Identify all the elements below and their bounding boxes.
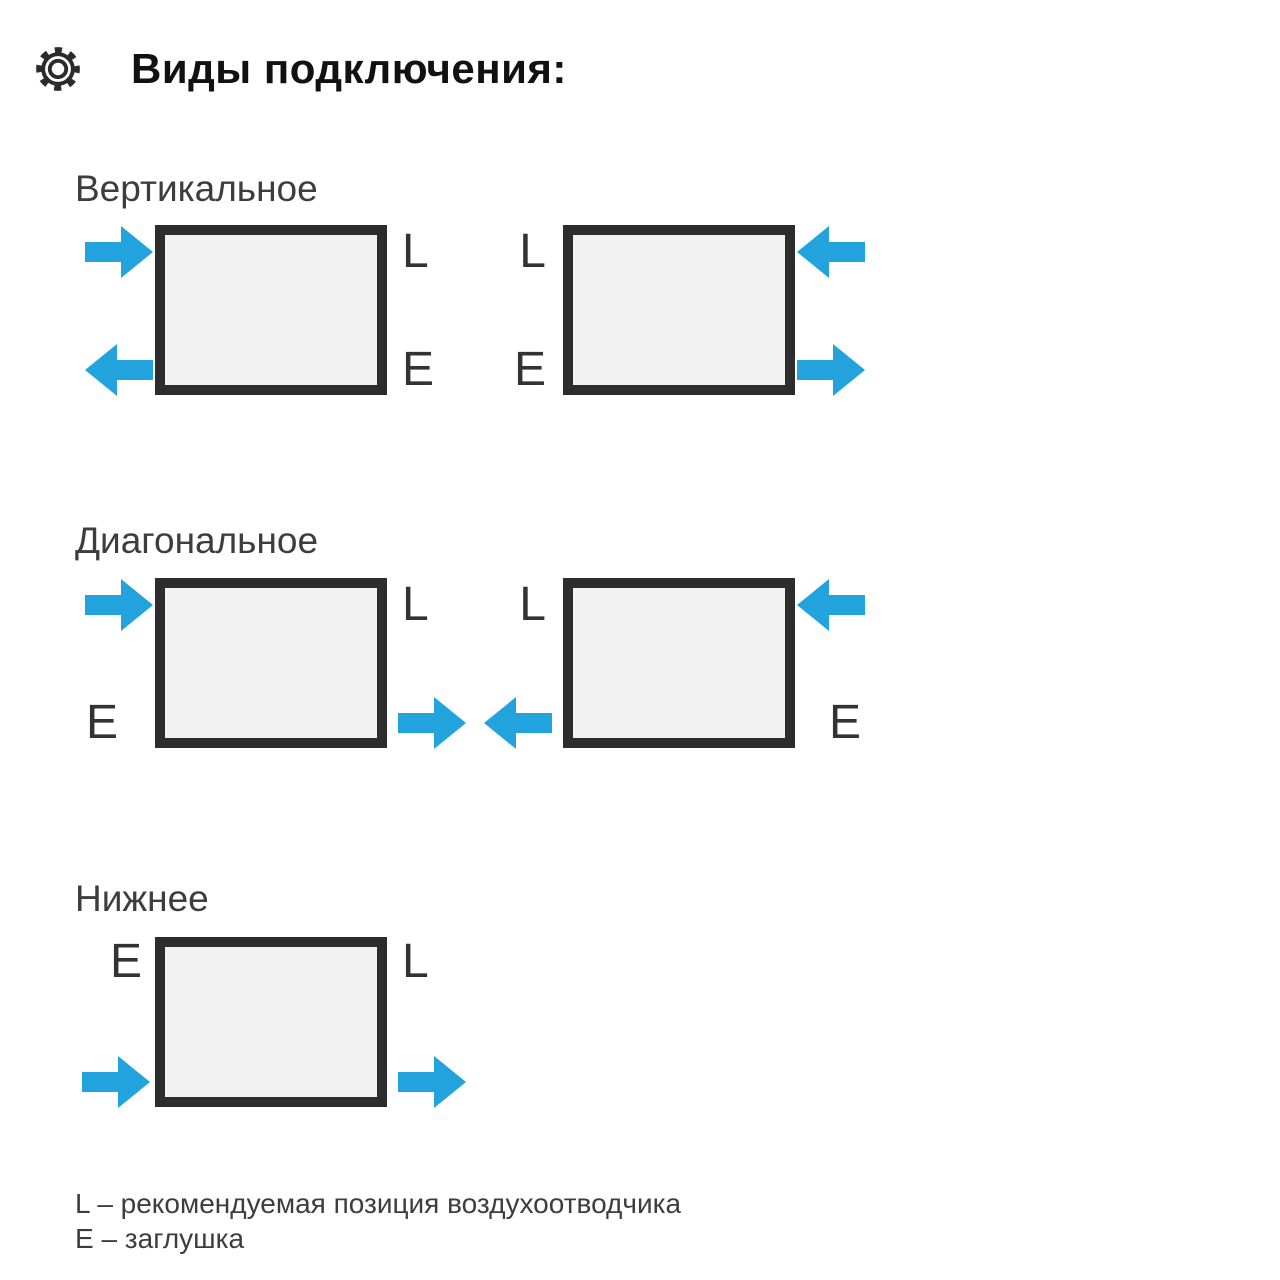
port-label-l: L xyxy=(402,935,429,988)
port-label-e: E xyxy=(402,343,435,396)
port-label-e: E xyxy=(828,696,861,749)
port-label-e: E xyxy=(109,935,142,988)
arrow-right-icon xyxy=(82,1056,150,1108)
radiator-body xyxy=(155,937,387,1107)
arrow-right-icon xyxy=(85,579,153,631)
arrow-left-icon xyxy=(797,226,865,278)
legend xyxy=(75,1186,681,1256)
arrow-left-icon xyxy=(85,344,153,396)
page-title: Виды подключения: xyxy=(131,45,567,92)
port-label-l: L xyxy=(402,225,429,278)
port-label-e: E xyxy=(85,696,118,749)
section-title-diagonal: Диагональное xyxy=(75,520,319,561)
radiator-body xyxy=(155,578,387,748)
section-title-vertical: Вертикальное xyxy=(75,168,318,209)
arrow-right-icon xyxy=(398,1056,466,1108)
arrow-left-icon xyxy=(484,697,552,749)
gear-icon xyxy=(33,44,83,94)
radiator-body xyxy=(563,578,795,748)
arrow-right-icon xyxy=(85,226,153,278)
radiator-body xyxy=(563,225,795,395)
section-title-bottom: Нижнее xyxy=(75,878,209,919)
legend-line-air-vent: L – рекомендуемая позиция воздухоотводчика xyxy=(75,1188,682,1219)
port-label-l: L xyxy=(519,225,546,278)
legend-line-plug: E – заглушка xyxy=(75,1223,245,1254)
port-label-l: L xyxy=(519,578,546,631)
port-label-e: E xyxy=(513,343,546,396)
port-label-l: L xyxy=(402,578,429,631)
arrow-left-icon xyxy=(797,579,865,631)
arrow-right-icon xyxy=(797,344,865,396)
arrow-right-icon xyxy=(398,697,466,749)
radiator-body xyxy=(155,225,387,395)
